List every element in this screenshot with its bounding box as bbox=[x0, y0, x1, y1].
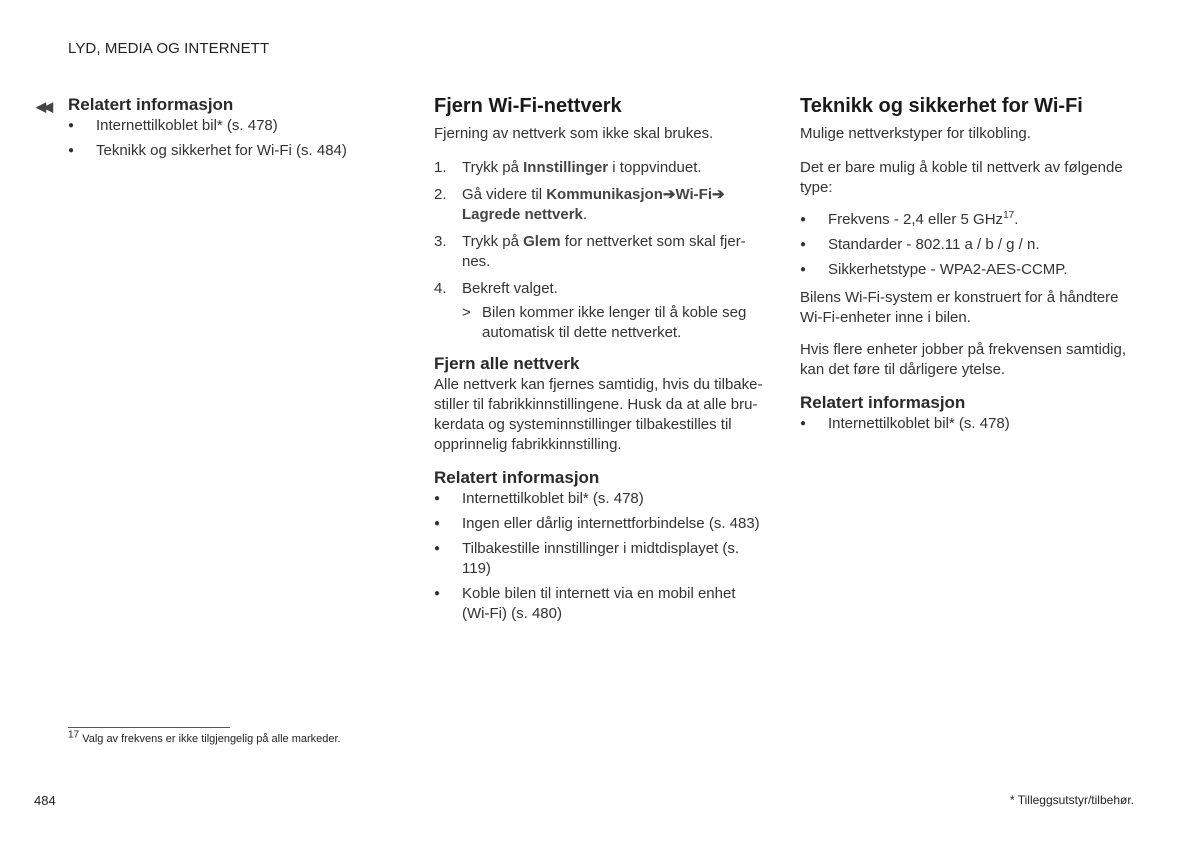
related-info-title: Relatert informasjon bbox=[68, 95, 234, 114]
step-number: 2. bbox=[434, 186, 447, 203]
steps-list bbox=[434, 158, 766, 343]
network-types-list bbox=[800, 210, 1135, 280]
paragraph: Hvis flere enheter jobber på frekvensen samtidig, kan det føre til dårligere ytelse. bbox=[800, 341, 1127, 378]
section-subtitle: Mulige nettverkstyper for tilkobling. bbox=[800, 125, 1031, 142]
arrow-right-icon: ➔ bbox=[712, 186, 725, 203]
step-item bbox=[434, 158, 766, 178]
step-number: 3. bbox=[434, 233, 447, 250]
section-header: LYD, MEDIA OG INTERNETT bbox=[68, 40, 270, 57]
section-title: Fjern Wi-Fi-nettverk bbox=[434, 95, 622, 117]
related-link[interactable]: ● Teknikk og sikkerhet for Wi-Fi (s. 484) bbox=[68, 141, 398, 161]
step-text: Gå videre til bbox=[462, 186, 547, 203]
section-subtitle: Fjerning av nettverk som ikke skal brukes. bbox=[434, 125, 714, 142]
result-text: Bilen kommer ikke lenger til å koble seg automatisk til dette nettverket. bbox=[482, 304, 747, 341]
footnote-text: Valg av frekvens er ikke tilgjengelig på alle markeder. bbox=[82, 733, 341, 745]
period: . bbox=[1014, 211, 1019, 228]
settings-label: Innstillinger bbox=[523, 159, 609, 176]
related-info-heading bbox=[36, 94, 398, 116]
forget-label: Glem bbox=[523, 233, 561, 250]
communication-label: Kommunikasjon bbox=[546, 186, 663, 203]
related-link[interactable]: ● Ingen eller dårlig internettforbindelse (s. 483) bbox=[434, 514, 766, 534]
list-item: ● Sikkerhetstype - WPA2-AES-CCMP. bbox=[800, 260, 1135, 280]
intro-text: Det er bare mulig å koble til nettverk av følgende type: bbox=[800, 159, 1123, 196]
back-arrows-icon[interactable]: ◀◀ bbox=[36, 99, 50, 114]
step-text: Bekreft valget. bbox=[462, 280, 558, 297]
related-info-list bbox=[434, 489, 766, 624]
paragraph: Bilens Wi-Fi-system er konstruert for å håndtere Wi-Fi-enheter inne i bilen. bbox=[800, 289, 1119, 326]
footnote-number: 17 bbox=[68, 729, 80, 741]
related-link[interactable]: ● Internettilkoblet bil* (s. 478) bbox=[434, 489, 766, 509]
remove-all-text: Alle nettverk kan fjernes samtidig, hvis du tilbake-stiller til fabrikkinnstillingene. Husk da at alle bru-kerdata og systeminnstillinger tilbakestilles til opprinnelig fabrikkinnstilling. bbox=[434, 376, 763, 453]
step-text: . bbox=[582, 206, 588, 223]
related-link[interactable]: ● Koble bilen til internett via en mobil enhet (Wi-Fi) (s. 480) bbox=[434, 584, 766, 624]
column-wifi-security bbox=[800, 94, 1135, 439]
step-result bbox=[462, 303, 766, 343]
related-link[interactable]: ● Tilbakestille innstillinger i midtdisplayet (s. 119) bbox=[434, 539, 766, 579]
footnote bbox=[68, 729, 341, 745]
arrow-right-icon: ➔ bbox=[662, 186, 676, 203]
accessory-note: * Tilleggsutstyr/tilbehør. bbox=[1009, 793, 1134, 807]
result-marker: > bbox=[462, 304, 471, 321]
related-info-title: Relatert informasjon bbox=[434, 468, 600, 487]
step-item bbox=[434, 232, 766, 272]
step-text: for nettverket som skal fjer-nes. bbox=[462, 233, 746, 270]
list-item bbox=[800, 210, 1135, 230]
related-link[interactable]: ● Internettilkoblet bil* (s. 478) bbox=[68, 116, 398, 136]
step-item bbox=[434, 279, 766, 343]
section-title: Teknikk og sikkerhet for Wi-Fi bbox=[800, 95, 1083, 117]
step-item bbox=[434, 185, 766, 225]
list-item: ● Standarder - 802.11 a / b / g / n. bbox=[800, 235, 1135, 255]
footnote-divider bbox=[68, 727, 230, 728]
related-info-title: Relatert informasjon bbox=[800, 393, 966, 412]
saved-networks-label: Lagrede nettverk bbox=[462, 206, 583, 223]
related-info-list bbox=[68, 116, 398, 161]
related-info-list bbox=[800, 414, 1135, 434]
column-remove-wifi bbox=[434, 94, 766, 629]
remove-all-heading: Fjern alle nettverk bbox=[434, 354, 580, 373]
column-related-info bbox=[36, 94, 398, 166]
footnote-ref[interactable]: 17 bbox=[1003, 210, 1015, 221]
page-number: 484 bbox=[34, 793, 56, 808]
step-number: 1. bbox=[434, 159, 447, 176]
frequency-text: Frekvens - 2,4 eller 5 GHz bbox=[828, 211, 1004, 228]
wifi-label: Wi-Fi bbox=[675, 186, 712, 203]
step-text: Trykk på bbox=[462, 159, 524, 176]
step-number: 4. bbox=[434, 280, 447, 297]
step-text: i toppvinduet. bbox=[608, 159, 702, 176]
related-link[interactable]: ● Internettilkoblet bil* (s. 478) bbox=[800, 414, 1135, 434]
step-text: Trykk på bbox=[462, 233, 524, 250]
